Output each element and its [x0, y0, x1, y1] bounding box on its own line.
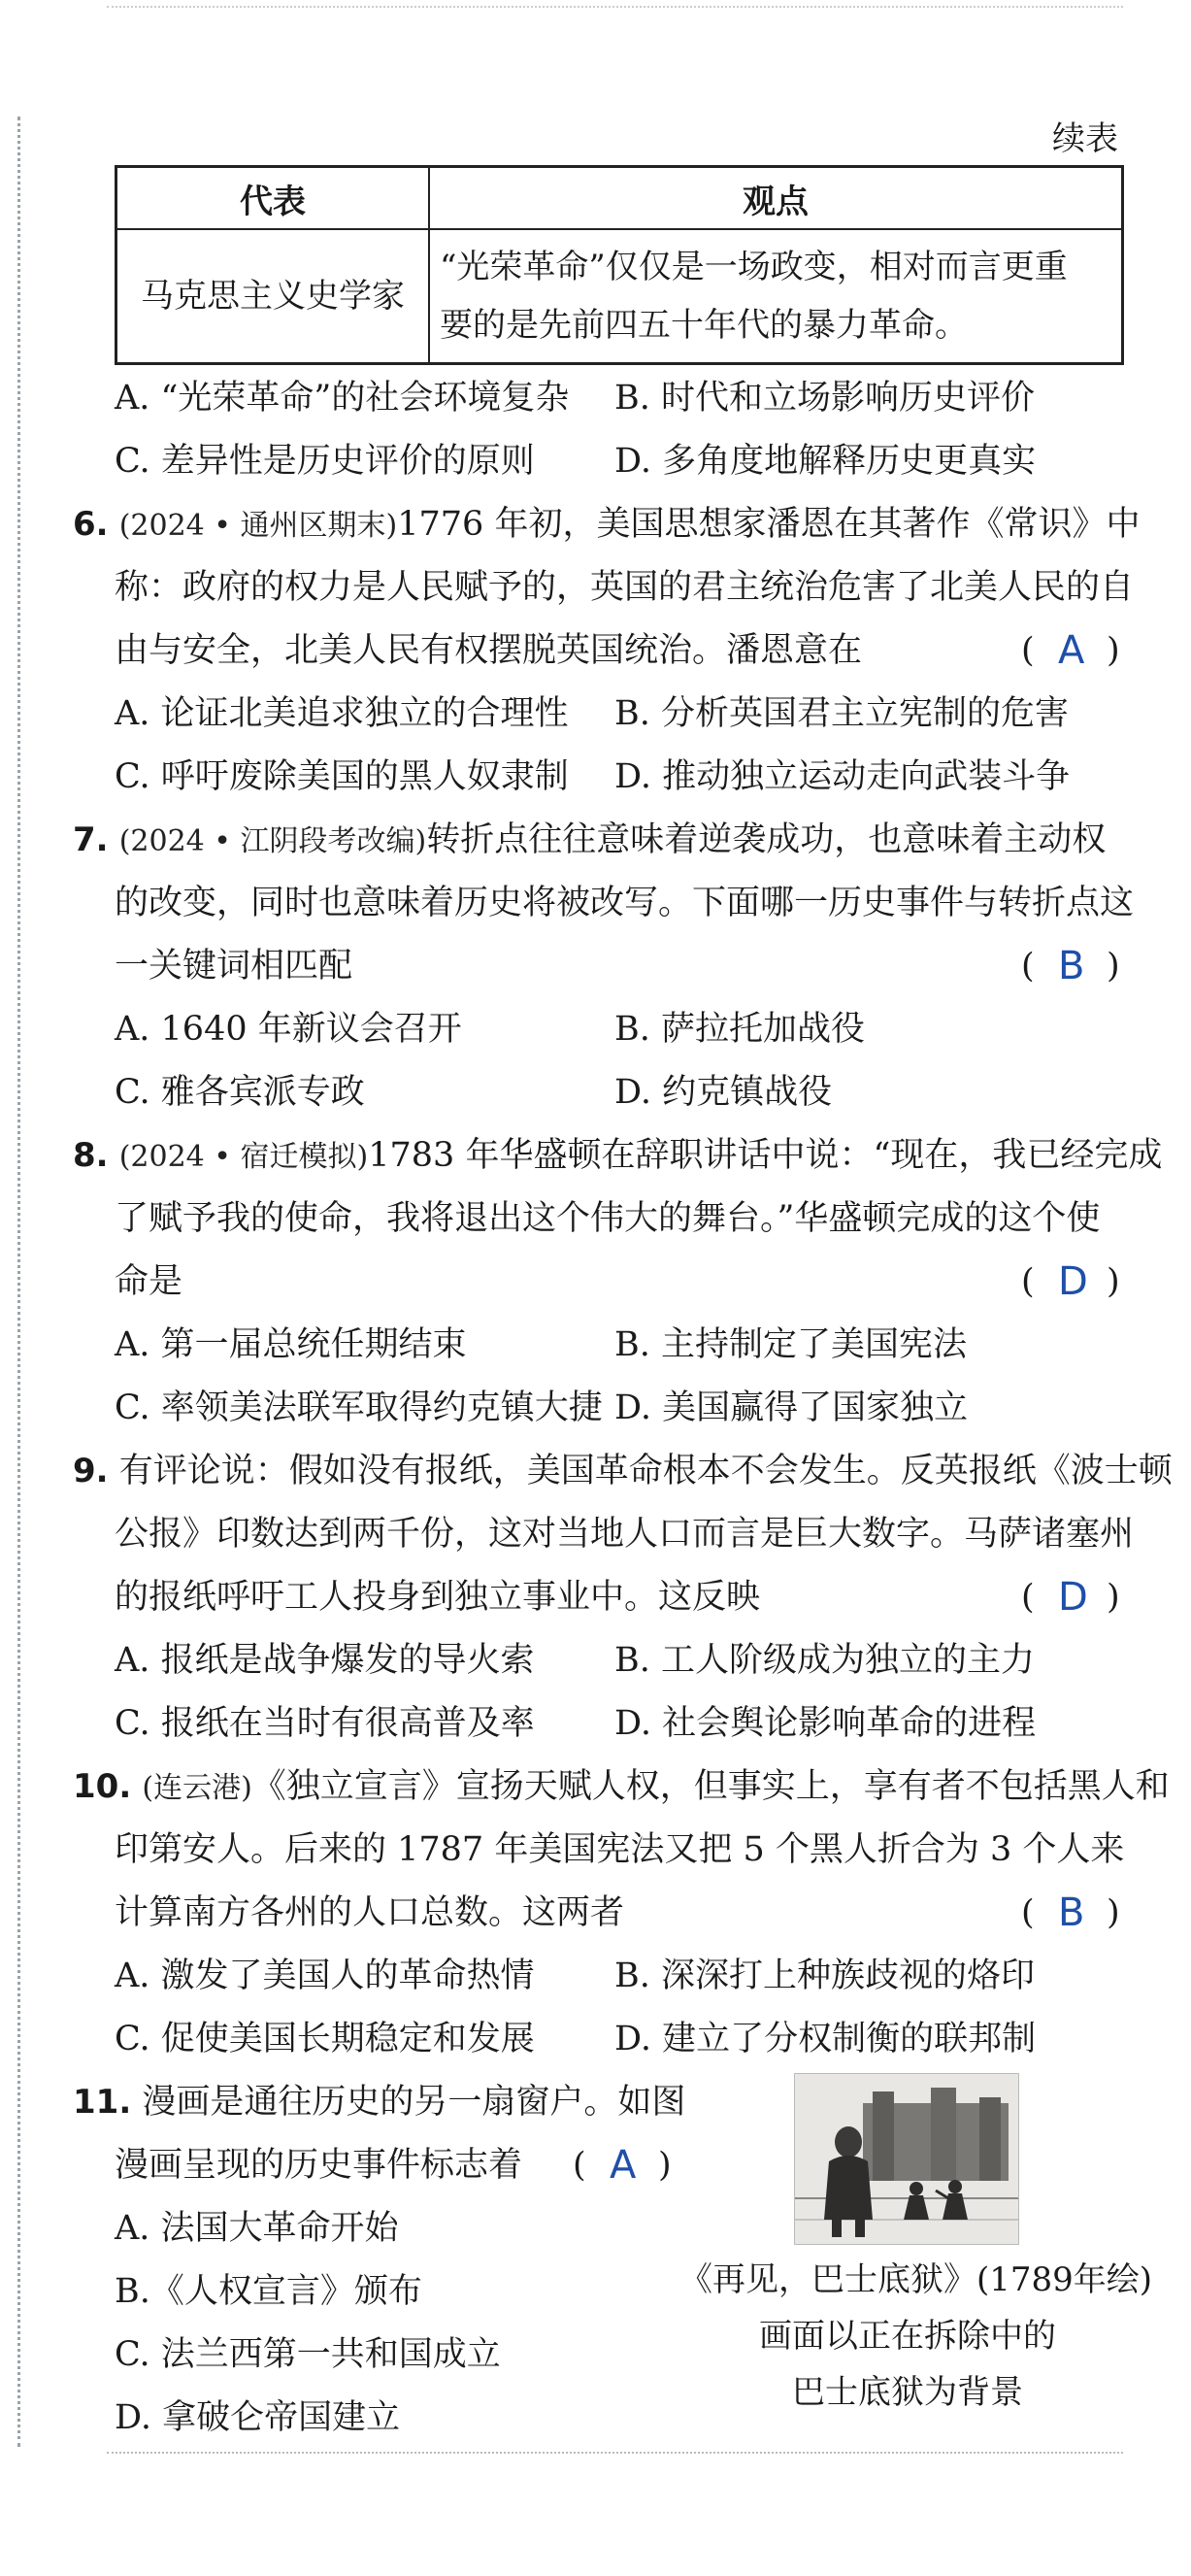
question-10-line-3: 计算南方各州的人口总数。这两者 [115, 1893, 625, 1932]
question-8-answer: D [1058, 1259, 1088, 1304]
question-text: 1776 年初，美国思想家潘恩在其著作《常识》中 [397, 505, 1141, 544]
question-10-line-1 [73, 1762, 1170, 1813]
continued-label: 续表 [1052, 119, 1118, 158]
cartoon-caption-line-3: 巴士底狱为背景 [792, 2373, 1023, 2412]
question-number: 8. [73, 1136, 109, 1175]
question-6-answer: A [1058, 628, 1085, 673]
q5-option-c: C. 差异性是历史评价的原则 [115, 442, 535, 481]
question-8-line-1 [73, 1131, 1162, 1182]
answer-paren-right: ) [1107, 1578, 1120, 1617]
table-cell-viewpoint [429, 229, 1123, 364]
answer-paren-left: ( [1021, 1262, 1035, 1301]
cartoon-drawing [795, 2074, 1018, 2244]
question-source: (2024 • 通州区期末) [118, 509, 398, 543]
question-text: 1783 年华盛顿在辞职讲话中说：“现在，我已经完成 [368, 1136, 1163, 1175]
q11-option-d: D. 拿破仑帝国建立 [115, 2398, 401, 2437]
q8-option-d: D. 美国赢得了国家独立 [614, 1388, 969, 1427]
answer-paren-left: ( [1021, 947, 1035, 986]
answer-paren-left: ( [573, 2146, 586, 2185]
question-9-line-1 [73, 1447, 1173, 1495]
binding-margin-line [17, 117, 20, 2447]
question-6-line-2: 称：政府的权力是人民赋予的，英国的君主统治危害了北美人民的自 [115, 568, 1135, 607]
q7-option-a: A. 1640 年新议会召开 [115, 1010, 462, 1049]
question-11-line-1 [73, 2078, 685, 2126]
q10-option-c: C. 促使美国长期稳定和发展 [115, 2020, 535, 2058]
q7-option-c: C. 雅各宾派专政 [115, 1073, 365, 1112]
question-8-line-3: 命是 [115, 1262, 183, 1301]
question-text: 《独立宣言》宣扬天赋人权，但事实上，享有者不包括黑人和 [251, 1767, 1170, 1806]
table-header-viewpoint: 观点 [429, 167, 1123, 230]
question-text: 转折点往往意味着逆袭成功，也意味着主动权 [426, 820, 1107, 859]
q5-option-b: B. 时代和立场影响历史评价 [614, 379, 1035, 418]
question-9-answer: D [1058, 1575, 1088, 1620]
question-6-line-3: 由与安全，北美人民有权摆脱英国统治。潘恩意在 [115, 631, 863, 670]
question-8-line-2: 了赋予我的使命，我将退出这个伟大的舞台。”华盛顿完成的这个使 [115, 1199, 1101, 1238]
q8-option-c: C. 率领美法联军取得约克镇大捷 [115, 1388, 603, 1427]
cartoon-caption-line-1: 《再见，巴士底狱》(1789年绘) [679, 2260, 1153, 2299]
question-6-line-1 [73, 500, 1140, 551]
q10-option-d: D. 建立了分权制衡的联邦制 [614, 2020, 1037, 2058]
answer-paren-left: ( [1021, 1893, 1035, 1932]
q6-option-b: B. 分析英国君主立宪制的危害 [614, 694, 1069, 733]
question-11-line-2: 漫画呈现的历史事件标志着 [115, 2146, 523, 2185]
question-number: 9. [73, 1452, 109, 1490]
q5-option-d: D. 多角度地解释历史更真实 [614, 442, 1037, 481]
q10-option-a: A. 激发了美国人的革命热情 [115, 1957, 535, 1995]
top-dotted-rule [107, 6, 1123, 8]
q11-option-c: C. 法兰西第一共和国成立 [115, 2335, 501, 2374]
question-10-answer: B [1058, 1890, 1085, 1935]
table-header-representative: 代表 [116, 167, 430, 230]
q6-option-a: A. 论证北美追求独立的合理性 [115, 694, 569, 733]
question-7-line-2: 的改变，同时也意味着历史将被改写。下面哪一历史事件与转折点这 [115, 884, 1135, 922]
q9-option-a: A. 报纸是战争爆发的导火索 [115, 1641, 535, 1680]
question-number: 7. [73, 820, 109, 859]
q7-option-b: B. 萨拉托加战役 [614, 1010, 865, 1049]
q9-option-d: D. 社会舆论影响革命的进程 [614, 1704, 1037, 1743]
q8-option-b: B. 主持制定了美国宪法 [614, 1325, 967, 1364]
q11-option-b: B.《人权宣言》颁布 [115, 2272, 422, 2311]
question-source: (2024 • 宿迁模拟) [118, 1140, 369, 1174]
bastille-cartoon-image [794, 2073, 1019, 2245]
question-11-answer: A [610, 2143, 637, 2188]
question-7-line-1 [73, 816, 1106, 866]
q7-option-d: D. 约克镇战役 [614, 1073, 833, 1112]
bottom-dotted-rule [107, 2452, 1123, 2454]
answer-paren-right: ) [1107, 1262, 1120, 1301]
q9-option-b: B. 工人阶级成为独立的主力 [614, 1641, 1035, 1680]
answer-paren-right: ) [658, 2146, 672, 2185]
table-cell-representative: 马克思主义史学家 [116, 229, 430, 364]
q5-option-a: A. “光荣革命”的社会环境复杂 [115, 379, 570, 418]
question-9-line-2: 公报》印数达到两千份，这对当地人口而言是巨大数字。马萨诸塞州 [115, 1515, 1135, 1554]
q6-option-d: D. 推动独立运动走向武装斗争 [614, 757, 1071, 796]
viewpoint-line-2: 要的是先前四五十年代的暴力革命。 [440, 306, 968, 345]
question-source: (2024 • 江阴段考改编) [118, 824, 427, 858]
viewpoint-line-1: “光荣革命”仅仅是一场政变，相对而言更重 [440, 248, 1068, 286]
question-7-answer: B [1058, 944, 1085, 988]
answer-paren-left: ( [1021, 1578, 1035, 1617]
answer-paren-right: ) [1107, 947, 1120, 986]
cartoon-caption-line-2: 画面以正在拆除中的 [759, 2317, 1056, 2356]
q10-option-b: B. 深深打上种族歧视的烙印 [614, 1957, 1035, 1995]
question-10-line-2: 印第安人。后来的 1787 年美国宪法又把 5 个黑人折合为 3 个人来 [115, 1830, 1125, 1869]
answer-paren-right: ) [1107, 631, 1120, 670]
question-7-line-3: 一关键词相匹配 [115, 947, 353, 986]
q8-option-a: A. 第一届总统任期结束 [115, 1325, 467, 1364]
viewpoint-table [115, 165, 1124, 365]
question-number: 11. [73, 2083, 132, 2122]
answer-paren-left: ( [1021, 631, 1035, 670]
q9-option-c: C. 报纸在当时有很高普及率 [115, 1704, 535, 1743]
q6-option-c: C. 呼吁废除美国的黑人奴隶制 [115, 757, 569, 796]
question-text: 漫画是通往历史的另一扇窗户。如图 [142, 2083, 686, 2122]
question-source: (连云港) [142, 1771, 252, 1805]
question-text: 有评论说：假如没有报纸，美国革命根本不会发生。反英报纸《波士顿 [118, 1452, 1173, 1490]
question-9-line-3: 的报纸呼吁工人投身到独立事业中。这反映 [115, 1578, 761, 1617]
question-number: 6. [73, 505, 109, 544]
q11-option-a: A. 法国大革命开始 [115, 2209, 399, 2248]
question-number: 10. [73, 1767, 132, 1806]
answer-paren-right: ) [1107, 1893, 1120, 1932]
